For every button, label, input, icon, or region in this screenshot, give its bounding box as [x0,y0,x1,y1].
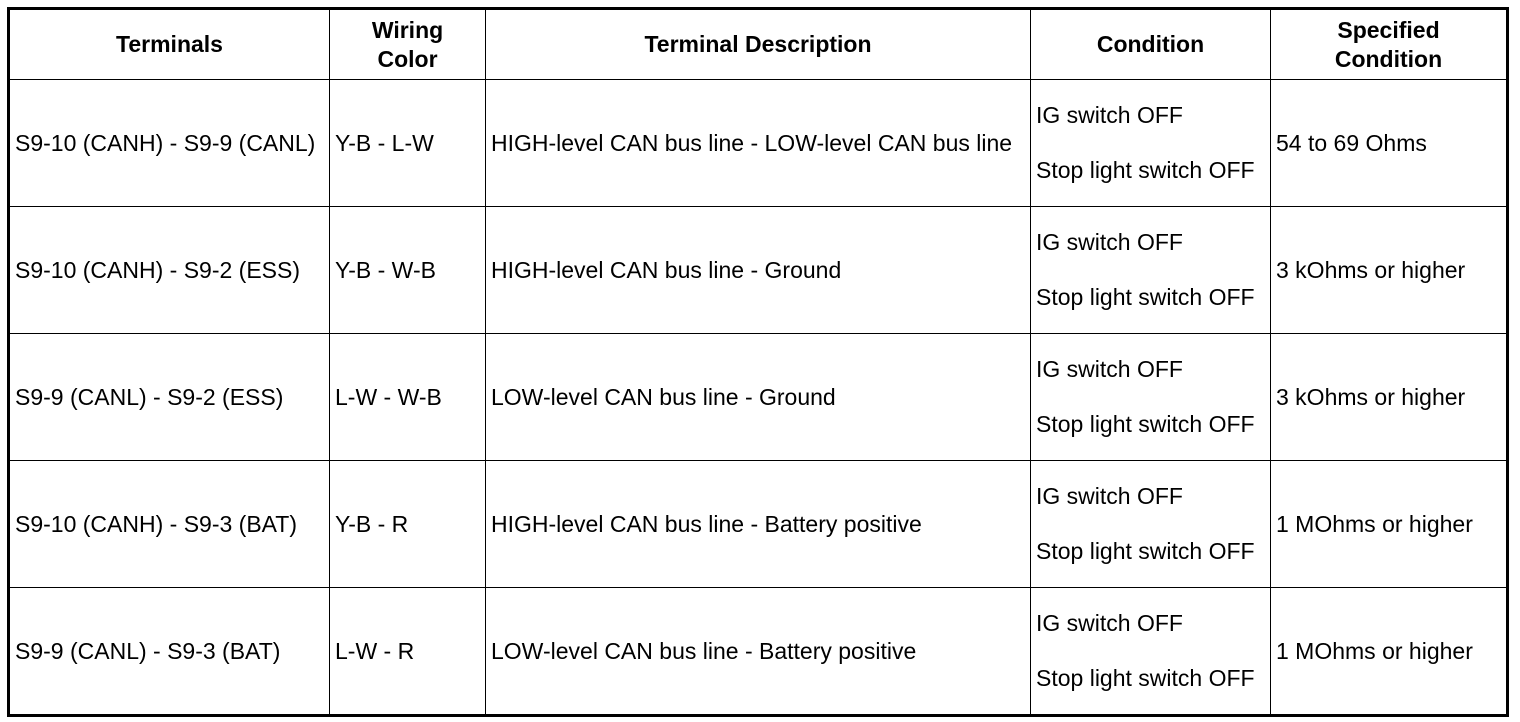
condition-stop-light: Stop light switch OFF [1036,157,1255,183]
cell-description: LOW-level CAN bus line - Battery positive [486,588,1031,716]
cell-description: HIGH-level CAN bus line - Battery positive [486,461,1031,588]
cell-description: LOW-level CAN bus line - Ground [486,334,1031,461]
table-row [9,461,1508,588]
cell-description: HIGH-level CAN bus line - Ground [486,207,1031,334]
cell-specified-condition: 3 kOhms or higher [1271,207,1508,334]
condition-ig-switch: IG switch OFF [1036,483,1183,509]
table-row [9,207,1508,334]
cell-condition [1031,334,1271,461]
cell-condition [1031,80,1271,207]
table-row [9,334,1508,461]
header-specified-condition-line1: Specified [1337,16,1440,43]
cell-wiring-color: Y-B - W-B [330,207,486,334]
cell-condition [1031,207,1271,334]
cell-specified-condition: 3 kOhms or higher [1271,334,1508,461]
cell-specified-condition: 54 to 69 Ohms [1271,80,1508,207]
cell-terminals: S9-9 (CANL) - S9-3 (BAT) [9,588,330,716]
cell-terminals: S9-9 (CANL) - S9-2 (ESS) [9,334,330,461]
condition-ig-switch: IG switch OFF [1036,356,1183,382]
condition-ig-switch: IG switch OFF [1036,102,1183,128]
condition-stop-light: Stop light switch OFF [1036,538,1255,564]
table-row [9,80,1508,207]
specification-table [7,7,1509,717]
condition-stop-light: Stop light switch OFF [1036,411,1255,437]
header-terminal-description: Terminal Description [486,9,1031,80]
cell-terminals: S9-10 (CANH) - S9-3 (BAT) [9,461,330,588]
header-condition: Condition [1031,9,1271,80]
header-terminals: Terminals [9,9,330,80]
header-wiring-color [330,9,486,80]
header-specified-condition [1271,9,1508,80]
cell-wiring-color: L-W - R [330,588,486,716]
cell-wiring-color: Y-B - R [330,461,486,588]
cell-wiring-color: Y-B - L-W [330,80,486,207]
header-wiring-color-line2: Color [377,45,438,72]
cell-condition [1031,461,1271,588]
header-wiring-color-line1: Wiring [371,16,444,43]
header-specified-condition-line2: Condition [1334,45,1443,72]
table-row [9,588,1508,716]
cell-specified-condition: 1 MOhms or higher [1271,588,1508,716]
header-row [9,9,1508,80]
cell-specified-condition: 1 MOhms or higher [1271,461,1508,588]
cell-terminals: S9-10 (CANH) - S9-2 (ESS) [9,207,330,334]
condition-stop-light: Stop light switch OFF [1036,284,1255,310]
cell-terminals: S9-10 (CANH) - S9-9 (CANL) [9,80,330,207]
cell-condition [1031,588,1271,716]
condition-ig-switch: IG switch OFF [1036,610,1183,636]
cell-wiring-color: L-W - W-B [330,334,486,461]
condition-stop-light: Stop light switch OFF [1036,665,1255,691]
cell-description: HIGH-level CAN bus line - LOW-level CAN bus line [486,80,1031,207]
condition-ig-switch: IG switch OFF [1036,229,1183,255]
